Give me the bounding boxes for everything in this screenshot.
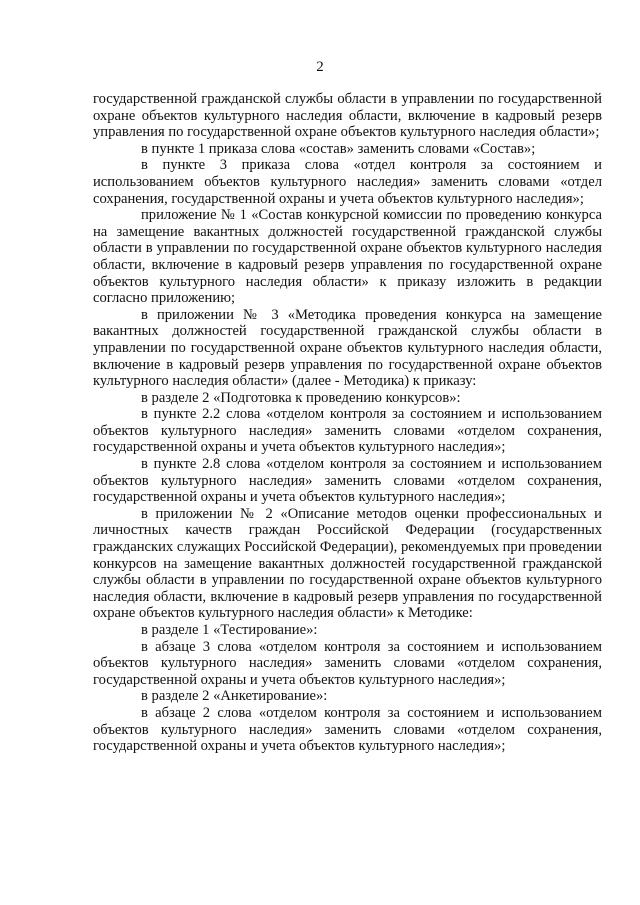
paragraph: в разделе 1 «Тестирование»: bbox=[141, 622, 318, 638]
paragraph: в пункте 1 приказа слова «состав» заменить словами «Состав»; bbox=[141, 140, 536, 157]
paragraph: приложение № 1 «Состав конкурсной комиссии по проведению конкурса на замещение вакантных должностей государственной гражданской службы области в управлении по государственной охране объектов культурного наследия области, включение в кадровый резерв управления по государственной охране объектов культурного наследия области» к приказу изложить в редакции согласно приложению; bbox=[93, 207, 602, 307]
page-number: 2 bbox=[316, 59, 324, 75]
paragraph: государственной гражданской службы области в управлении по государственной охране объектов культурного наследия области, включение в кадровый резерв управления по государственной охране объектов культурного наследия области»; bbox=[93, 91, 602, 141]
paragraph: в разделе 2 «Анкетирование»: bbox=[141, 688, 328, 705]
paragraph: в пункте 2.2 слова «отделом контроля за состоянием и использованием объектов культурного наследия» заменить словами «отделом сохранения, государственной охраны и учета объектов культурного наследия»; bbox=[93, 406, 602, 456]
paragraph: в приложении № 3 «Методика проведения конкурса на замещение вакантных должностей государственной гражданской службы области в управлении по государственной охране объектов культурного наследия области, включение в кадровый резерв управления по государственной охране объектов культурного наследия области» (далее - Методика) к приказу: bbox=[93, 306, 602, 390]
paragraph: в приложении № 2 «Описание методов оценки профессиональных и личностных качеств граждан Российской Федерации (государственных гражданских служащих Российской Федерации), рекомендуемых при проведении конкурсов на замещение вакантных должностей государственной гражданской службы области в управлении по государственной охране объектов культурного наследия области, включение в кадровый резерв управления по государственной охране объектов культурного наследия области» к Методике: bbox=[93, 505, 602, 622]
paragraph: в пункте 2.8 слова «отделом контроля за состоянием и использованием объектов культурного наследия» заменить словами «отделом сохранения, государственной охраны и учета объектов культурного наследия»; bbox=[93, 456, 602, 506]
paragraph: в пункте 3 приказа слова «отдел контроля за состоянием и использованием объектов культурного наследия» заменить словами «отдел сохранения, государственной охраны и учета объектов культурного наследия»; bbox=[93, 157, 602, 207]
document-body bbox=[93, 91, 602, 755]
paragraph: в разделе 2 «Подготовка к проведению конкурсов»: bbox=[141, 389, 461, 406]
paragraph: в абзаце 3 слова «отделом контроля за состоянием и использованием объектов культурного наследия» заменить словами «отделом сохранения, государственной охраны и учета объектов культурного наследия»; bbox=[93, 638, 602, 688]
paragraph: в абзаце 2 слова «отделом контроля за состоянием и использованием объектов культурного наследия» заменить словами «отделом сохранения, государственной охраны и учета объектов культурного наследия»; bbox=[93, 704, 602, 755]
